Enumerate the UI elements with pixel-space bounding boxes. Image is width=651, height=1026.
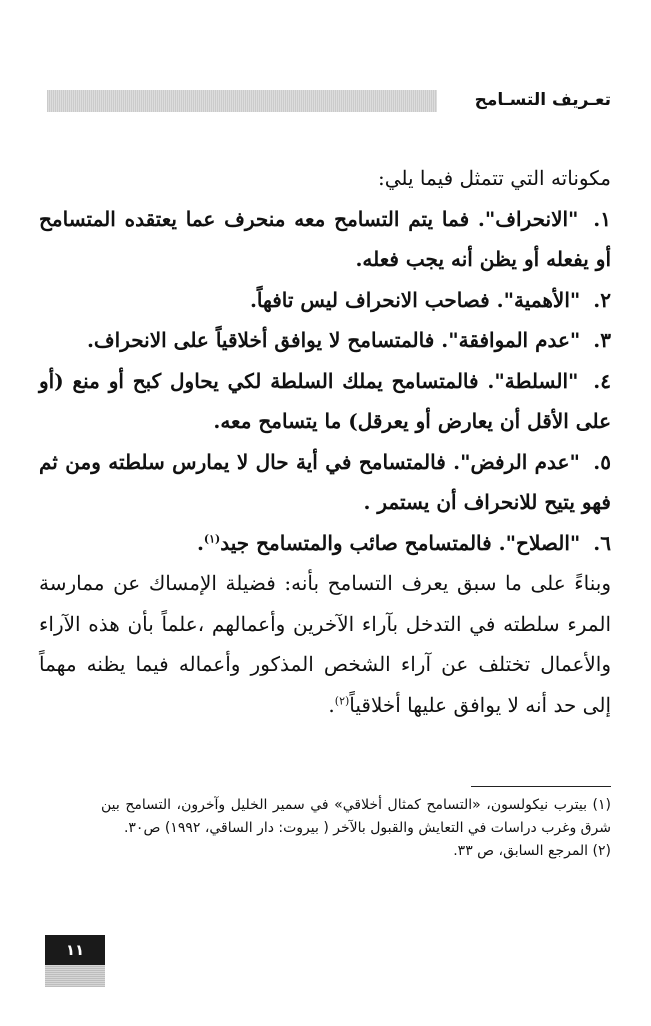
list-item: [39, 199, 611, 280]
footnote: (١) بيترب نيكولسون، «التسامح كمثال أخلاقي» في سمير الخليل وآخرون، التسامح بين شرق وغرب دراسات في التعايش والقبول بالآخر ( بيروت: دار الساقي، ١٩٩٢) ص٣٠.: [101, 797, 611, 836]
header-decorative-band: [47, 90, 437, 112]
footnote-divider: [471, 786, 611, 787]
intro-line: مكوناته التي تتمثل فيما يلي:: [377, 166, 611, 190]
page-number: [45, 935, 105, 965]
list-item: [39, 280, 611, 321]
item-text: "الصلاح". فالمتسامح صائب والمتسامح جيد: [220, 530, 581, 555]
item-text: "عدم الموافقة". فالمتسامح لا يوافق أخلاقياً على الانحراف.: [86, 328, 581, 352]
list-item: [39, 320, 611, 361]
conclusion-end-punctuation: .: [328, 692, 335, 717]
footnotes: [101, 794, 611, 863]
conclusion-paragraph: [39, 563, 611, 725]
item-text: "عدم الرفض". فالمتسامح في أية حال لا يمارس سلطته ومن ثم فهو يتيح للانحراف أن يستمر .: [39, 449, 611, 514]
list-item: [39, 523, 611, 564]
item-text: "الانحراف". فما يتم التسامح معه منحرف عما يعتقده المتسامح أو يفعله أو يظن أنه يجب فعله.: [39, 206, 611, 271]
footnote-reference: (١): [203, 531, 221, 545]
list-item: [39, 442, 611, 523]
item-number: ١.: [593, 206, 611, 231]
item-number: ٥.: [593, 449, 611, 474]
item-text: "الأهمية". فصاحب الانحراف ليس تافهاً.: [249, 287, 581, 312]
item-number: ٤.: [593, 368, 611, 393]
running-header-title: تعـريف التسـامح: [474, 90, 611, 110]
item-number: ٢.: [593, 287, 611, 312]
main-text: [39, 158, 611, 725]
item-end-punctuation: .: [196, 530, 204, 555]
item-number: ٣.: [593, 328, 611, 352]
conclusion-text: وبناءً على ما سبق يعرف التسامح بأنه: فضيلة الإمساك عن ممارسة المرء سلطته في التدخل بآراء الآخرين وأعمالهم ،علماً بأن هذه الآراء والأعمال تختلف عن آراء الشخص المذكور وأعماله فيما يظنه مهماً إلى حد أنه لا يوافق عليها أخلاقياً: [39, 571, 612, 717]
footnote: (٢) المرجع السابق، ص ٣٣.: [453, 843, 611, 859]
item-text: "السلطة". فالمتسامح يملك السلطة لكي يحاول كبح أو منع (أو على الأقل أن يعارض أو يعرقل) ما يتسامح معه.: [39, 368, 611, 433]
item-number: ٦.: [593, 530, 611, 555]
list-item: [39, 361, 611, 442]
page-number-label: ١١: [65, 941, 85, 959]
page-number-decorative-strip: [45, 965, 105, 987]
footnote-reference: (٢): [334, 693, 350, 707]
